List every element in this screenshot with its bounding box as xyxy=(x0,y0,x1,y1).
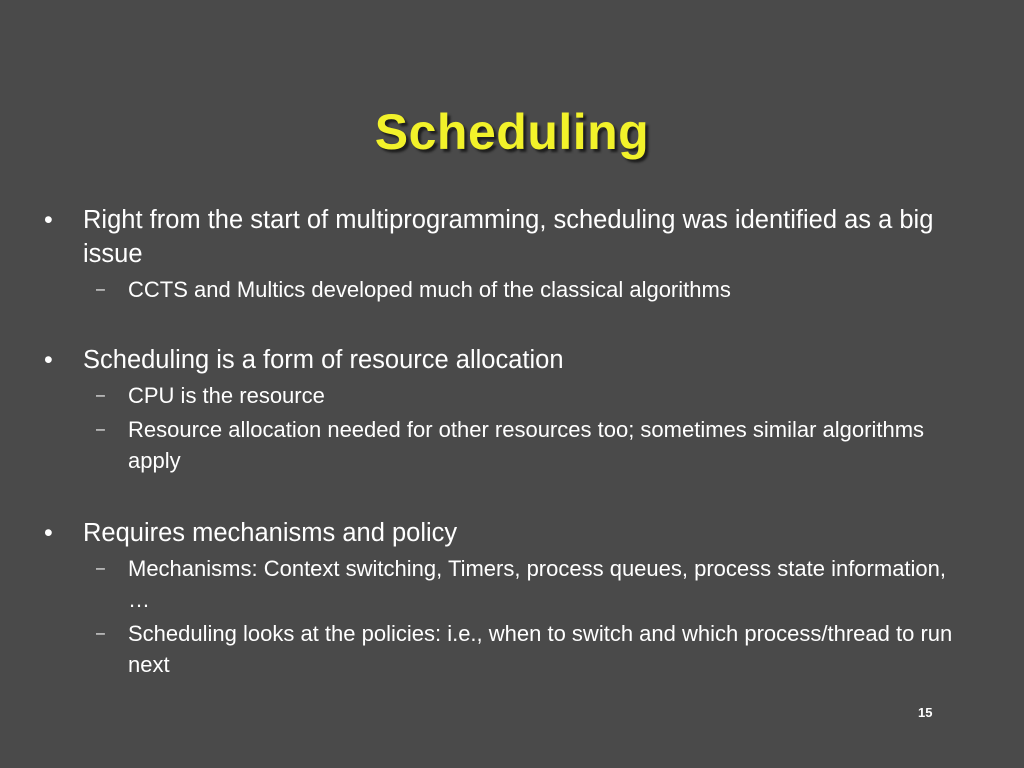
sub-bullet-text: CCTS and Multics developed much of the classical algorithms xyxy=(128,277,731,302)
bullet-text: Right from the start of multiprogramming, scheduling was identified as a big issue xyxy=(83,206,934,268)
bullet-text: Scheduling is a form of resource allocation xyxy=(83,346,564,374)
page-number: 15 xyxy=(918,705,933,720)
sub-bullet-marker: – xyxy=(96,281,105,298)
bullet-item xyxy=(44,343,974,377)
bullet-item xyxy=(44,203,974,271)
sub-bullet-item xyxy=(44,274,974,305)
slide-content xyxy=(44,203,974,680)
bullet-text: Requires mechanisms and policy xyxy=(83,519,458,547)
sub-bullet-marker: – xyxy=(96,387,105,404)
sub-bullet-item xyxy=(44,414,974,476)
sub-bullet-item xyxy=(44,618,974,680)
sub-bullet-item xyxy=(44,380,974,411)
bullet-item xyxy=(44,516,974,550)
sub-bullet-text: CPU is the resource xyxy=(128,383,325,408)
slide-title: Scheduling xyxy=(374,104,650,160)
bullet-marker: • xyxy=(44,206,53,234)
sub-bullet-marker: – xyxy=(96,421,105,438)
sub-bullet-marker: – xyxy=(96,625,105,642)
sub-bullet-marker: – xyxy=(96,560,105,577)
bullet-marker: • xyxy=(44,346,53,374)
sub-bullet-text: Resource allocation needed for other resources too; sometimes similar algorithms apply xyxy=(128,417,925,473)
sub-bullet-text: Scheduling looks at the policies: i.e., when to switch and which process/thread to run next xyxy=(128,621,953,677)
sub-bullet-text: Mechanisms: Context switching, Timers, process queues, process state information, … xyxy=(128,556,947,612)
bullet-marker: • xyxy=(44,519,53,547)
sub-bullet-item xyxy=(44,553,974,615)
